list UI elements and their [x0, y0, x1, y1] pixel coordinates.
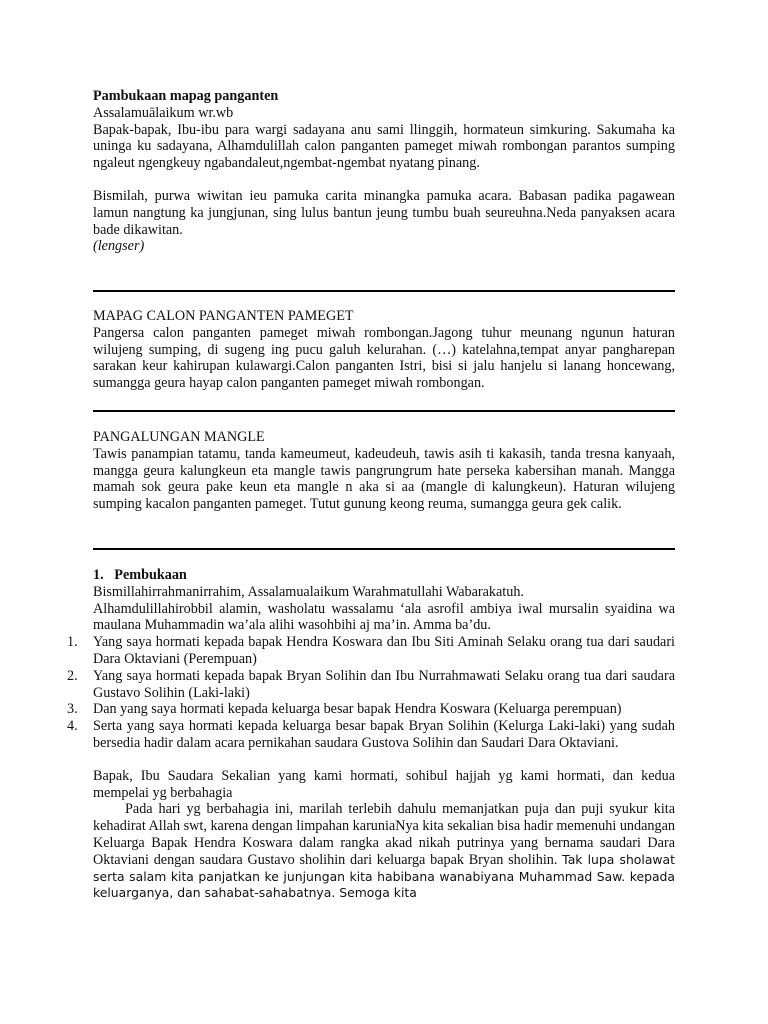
numbered-heading [93, 567, 675, 584]
list-number: 2. [67, 667, 78, 684]
paragraph: Alhamdulillahirobbil alamin, washolatu wassalamu ‘ala asrofil ambiya iwal mursalin syaidina wa maulana Muhammadin wa’ala alihi wasohbihi aj ma’in. Amma ba’du. [93, 600, 675, 634]
horizontal-rule [93, 548, 675, 550]
horizontal-rule [93, 290, 675, 292]
section-pembukaan [67, 567, 675, 902]
list-text: Yang saya hormati kepada bapak Bryan Solihin dan Ibu Nurrahmawati Selaku orang tua dari saudara Gustavo Solihin (Laki-laki) [93, 667, 675, 701]
paragraph: Bapak, Ibu Saudara Sekalian yang kami hormati, sohibul hajjah yg kami hormati, dan kedua mempelai yg berbahagia [93, 767, 675, 801]
section-pangalungan-mangle [93, 429, 675, 513]
section-mapag-calon [93, 308, 675, 392]
ordered-list [67, 634, 675, 752]
stage-note: (lengser) [93, 238, 145, 255]
paragraph: Tawis panampian tatamu, tanda kameumeut, kadeudeuh, tawis asih ti kakasih, tanda tresna kanyaah, mangga geura kalungkeun eta mangle tawis pangrungrum hate perseka kabersihan manah. Mangga mamah sok geura pake keun eta mangle n aka si aa (mangle di kalungkeun). Haturan wilujeng sumping kacalon panganten pameget. Tutut gunung keong reuma, sumangga geura gek calik. [93, 445, 675, 513]
list-item [67, 701, 675, 718]
opening-line: Bismillahirrahmanirrahim, Assalamualaikum Warahmatullahi Wabarakatuh. [93, 583, 524, 600]
list-number: 4. [67, 718, 78, 735]
list-text: Serta yang saya hormati kepada keluarga besar bapak Bryan Solihin (Kelurga Laki-laki) yang sudah bersedia hadir dalam acara pernikahan saudara Gustova Solihin dan Saudari Dara Oktaviani. [93, 718, 675, 751]
section-title: PANGALUNGAN MANGLE [93, 429, 265, 445]
list-number: 1. [67, 634, 78, 651]
list-item [67, 634, 675, 668]
list-item [67, 667, 675, 702]
section-pambukaan [93, 88, 675, 255]
list-text: Yang saya hormati kepada bapak Hendra Koswara dan Ibu Siti Aminah Selaku orang tua dari saudari Dara Oktaviani (Perempuan) [93, 634, 675, 667]
paragraph: Bismilah, purwa wiwitan ieu pamuka carita minangka pamuka acara. Babasan padika pagawean lamun nangtung ka jungjunan, sing lulus bantun jeung tumbu buah seureuhna.Neda panyaksen acara bade dikawitan. [93, 187, 675, 238]
heading-title: Pembukaan [114, 567, 187, 583]
heading-number: 1. [93, 567, 104, 583]
paragraph [93, 801, 675, 902]
greeting-line: Assalamuālaikum wr.wb [93, 104, 234, 121]
paragraph-text-sans: Tak lupa sholawat serta salam kita panjatkan ke junjungan kita habibana wanabiyana Muhammad Saw. kepada keluarganya, dan sahabat-sahabatnya. Semoga kita [93, 851, 675, 901]
horizontal-rule [93, 410, 675, 412]
list-number: 3. [67, 701, 78, 718]
section-title: Pambukaan mapag panganten [93, 88, 279, 104]
paragraph: Bapak-bapak, Ibu-ibu para wargi sadayana anu sami llinggih, hormateun simkuring. Sakumaha ka uninga ku sadayana, Alhamdulillah calon panganten pameget miwah rombongan parantos sumping ngaleut ngengkeuy ngabandaleut,ngembat-ngembat nyatang pinang. [93, 121, 675, 172]
section-title: MAPAG CALON PANGANTEN PAMEGET [93, 308, 354, 324]
paragraph-text: Pada hari yg berbahagia ini, marilah terlebih dahulu memanjatkan puja dan puji syukur kita kehadirat Allah swt, karena dengan limpahan karuniaNya kita sekalian bisa hadir memenuhi undangan Keluarga Bapak Hendra Koswara dalam rangka akad nikah putrinya yang bernama saudari Dara Oktaviani dengan saudara Gustavo sholihin dari keluarga bapak Bryan sholihin. [93, 801, 675, 868]
list-text: Dan yang saya hormati kepada keluarga besar bapak Hendra Koswara (Keluarga perempuan) [93, 701, 622, 718]
paragraph: Pangersa calon panganten pameget miwah rombongan.Jagong tuhur meunang ngunun haturan wilujeng sumping, di sugeng ing pucu galuh kelurahan. (…) katelahna,tempat anyar pangharepan sarakan keur kahirupan kulawargi.Calon panganten Istri, bisi si jalu hanjelu si lanang honcewang, sumangga geura hayap calon panganten pameget miwah rombongan. [93, 324, 675, 392]
list-item [67, 718, 675, 752]
